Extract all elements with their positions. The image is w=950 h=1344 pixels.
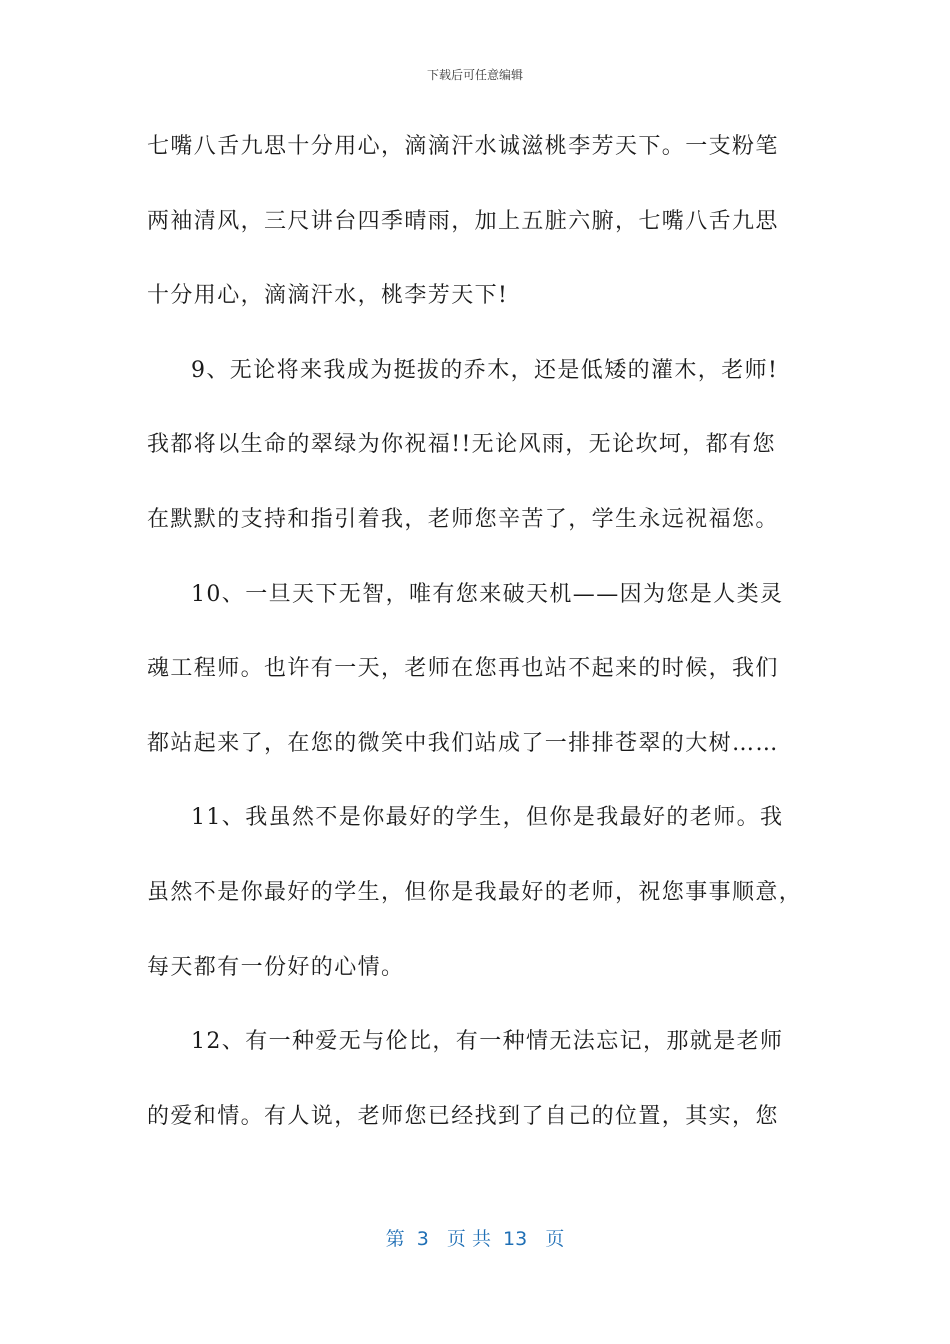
text-line: 12、有一种爱无与伦比，有一种情无法忘记，那就是老师 <box>191 1029 784 1055</box>
text-line: 魂工程师。也许有一天，老师在您再也站不起来的时候，我们 <box>147 656 779 682</box>
text-line: 在默默的支持和指引着我，老师您辛苦了，学生永远祝福您。 <box>147 506 779 532</box>
text-line: 9、无论将来我成为挺拔的乔木，还是低矮的灌木，老师! <box>191 357 779 383</box>
text-line: 虽然不是你最好的学生，但你是我最好的老师，祝您事事顺意， <box>147 879 803 905</box>
text-line: 的爱和情。有人说，老师您已经找到了自己的位置，其实，您 <box>147 1103 779 1129</box>
text-line: 10、一旦天下无智，唯有您来破天机——因为您是人类灵 <box>191 581 784 607</box>
page-number: 第 3 页 共 13 页 <box>385 1228 565 1250</box>
text-line: 七嘴八舌九思十分用心，滴滴汗水诚滋桃李芳天下。一支粉笔 <box>147 134 779 159</box>
text-line: 两袖清风，三尺讲台四季晴雨，加上五脏六腑，七嘴八舌九思 <box>147 208 779 234</box>
header-note: 下载后可任意编辑 <box>426 68 523 82</box>
text-line: 11、我虽然不是你最好的学生，但你是我最好的老师。我 <box>191 805 784 831</box>
text-line: 每天都有一份好的心情。 <box>147 954 405 980</box>
text-line: 都站起来了，在您的微笑中我们站成了一排排苍翠的大树…… <box>147 730 779 756</box>
text-line: 我都将以生命的翠绿为你祝福!!无论风雨，无论坎坷，都有您 <box>147 432 776 458</box>
document-body <box>147 128 807 1172</box>
text-line: 十分用心，滴滴汗水，桃李芳天下! <box>147 283 509 309</box>
